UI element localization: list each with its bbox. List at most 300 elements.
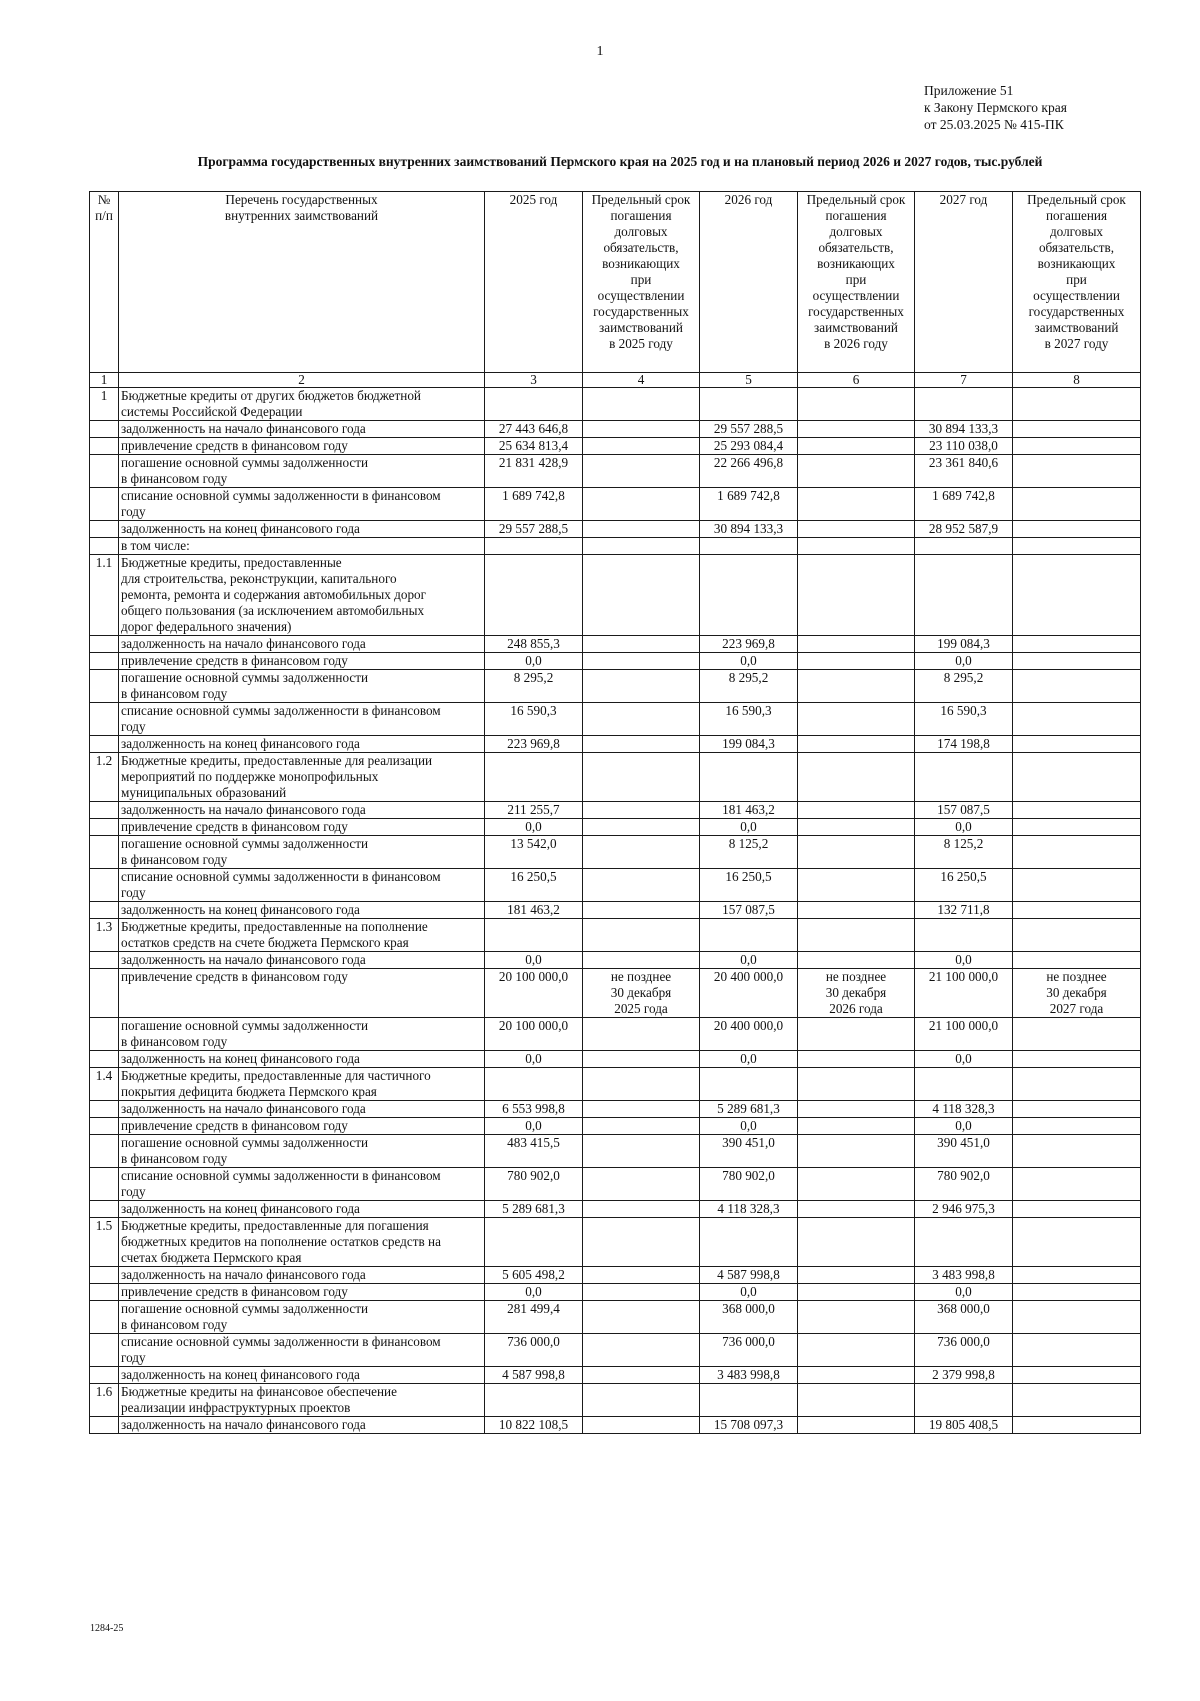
value-2025: 5 605 498,2 xyxy=(485,1267,583,1284)
row-number xyxy=(90,521,119,538)
term-2025 xyxy=(583,488,700,521)
value-2026: 390 451,0 xyxy=(700,1135,798,1168)
term-2025 xyxy=(583,438,700,455)
value-2027: 0,0 xyxy=(915,653,1013,670)
term-2025 xyxy=(583,555,700,636)
term-2025 xyxy=(583,1267,700,1284)
value-2026: 181 463,2 xyxy=(700,802,798,819)
term-2025 xyxy=(583,802,700,819)
value-2027 xyxy=(915,919,1013,952)
term-2027 xyxy=(1013,1417,1141,1434)
value-2027: 157 087,5 xyxy=(915,802,1013,819)
value-2026: 368 000,0 xyxy=(700,1301,798,1334)
term-2026 xyxy=(798,1367,915,1384)
row-number xyxy=(90,952,119,969)
value-2027: 2 946 975,3 xyxy=(915,1201,1013,1218)
page-number: 1 xyxy=(596,44,604,59)
row-name: привлечение средств в финансовом году xyxy=(119,1118,485,1135)
table-row xyxy=(90,1267,1141,1284)
term-2027 xyxy=(1013,421,1141,438)
term-2026 xyxy=(798,636,915,653)
term-2027 xyxy=(1013,1284,1141,1301)
value-2025: 1 689 742,8 xyxy=(485,488,583,521)
row-number xyxy=(90,438,119,455)
term-2027 xyxy=(1013,488,1141,521)
value-2027: 0,0 xyxy=(915,952,1013,969)
value-2026 xyxy=(700,1218,798,1267)
row-name: погашение основной суммы задолженности в финансовом году xyxy=(119,1018,485,1051)
value-2027: 199 084,3 xyxy=(915,636,1013,653)
term-2025 xyxy=(583,1301,700,1334)
row-number xyxy=(90,1118,119,1135)
term-2025 xyxy=(583,653,700,670)
row-name: задолженность на начало финансового года xyxy=(119,1267,485,1284)
row-name: задолженность на конец финансового года xyxy=(119,1051,485,1068)
term-2025 xyxy=(583,670,700,703)
appendix-line: от 25.03.2025 № 415-ПК xyxy=(924,117,1064,132)
value-2026: 780 902,0 xyxy=(700,1168,798,1201)
value-2027: 2 379 998,8 xyxy=(915,1367,1013,1384)
value-2025: 8 295,2 xyxy=(485,670,583,703)
row-name: списание основной суммы задолженности в финансовом году xyxy=(119,1334,485,1367)
term-2027 xyxy=(1013,1367,1141,1384)
row-name: списание основной суммы задолженности в финансовом году xyxy=(119,703,485,736)
value-2027: 8 295,2 xyxy=(915,670,1013,703)
row-name: задолженность на начало финансового года xyxy=(119,1417,485,1434)
value-2027: 0,0 xyxy=(915,1118,1013,1135)
value-2027 xyxy=(915,538,1013,555)
term-2027 xyxy=(1013,1384,1141,1417)
column-number: 8 xyxy=(1013,373,1141,388)
value-2026: 0,0 xyxy=(700,952,798,969)
value-2025 xyxy=(485,388,583,421)
term-2027 xyxy=(1013,1118,1141,1135)
row-name: погашение основной суммы задолженности в финансовом году xyxy=(119,1135,485,1168)
value-2027: 736 000,0 xyxy=(915,1334,1013,1367)
value-2027: 23 361 840,6 xyxy=(915,455,1013,488)
column-number: 3 xyxy=(485,373,583,388)
value-2025: 13 542,0 xyxy=(485,836,583,869)
table-row xyxy=(90,1201,1141,1218)
term-2027 xyxy=(1013,1201,1141,1218)
term-2026 xyxy=(798,1135,915,1168)
row-number xyxy=(90,819,119,836)
term-2025 xyxy=(583,538,700,555)
value-2025: 211 255,7 xyxy=(485,802,583,819)
table-row xyxy=(90,902,1141,919)
value-2026: 736 000,0 xyxy=(700,1334,798,1367)
term-2026 xyxy=(798,555,915,636)
term-2027 xyxy=(1013,836,1141,869)
value-2027: 16 250,5 xyxy=(915,869,1013,902)
term-2025 xyxy=(583,1334,700,1367)
table-row xyxy=(90,636,1141,653)
value-2026 xyxy=(700,1384,798,1417)
table-row xyxy=(90,969,1141,1018)
value-2026: 16 250,5 xyxy=(700,869,798,902)
value-2027: 3 483 998,8 xyxy=(915,1267,1013,1284)
row-number: 1.2 xyxy=(90,753,119,802)
row-name: задолженность на конец финансового года xyxy=(119,1201,485,1218)
row-name: погашение основной суммы задолженности в финансовом году xyxy=(119,670,485,703)
term-2026 xyxy=(798,521,915,538)
term-2026 xyxy=(798,538,915,555)
value-2026: 25 293 084,4 xyxy=(700,438,798,455)
row-number: 1 xyxy=(90,388,119,421)
term-2025 xyxy=(583,636,700,653)
term-2027 xyxy=(1013,736,1141,753)
term-2027 xyxy=(1013,1301,1141,1334)
term-2027 xyxy=(1013,1068,1141,1101)
value-2025: 0,0 xyxy=(485,952,583,969)
row-number: 1.3 xyxy=(90,919,119,952)
term-2027 xyxy=(1013,753,1141,802)
table-row xyxy=(90,869,1141,902)
value-2027: 132 711,8 xyxy=(915,902,1013,919)
term-2026 xyxy=(798,952,915,969)
term-2025 xyxy=(583,869,700,902)
row-number xyxy=(90,538,119,555)
term-2025 xyxy=(583,919,700,952)
term-2025 xyxy=(583,1384,700,1417)
value-2027: 780 902,0 xyxy=(915,1168,1013,1201)
row-number xyxy=(90,969,119,1018)
row-number xyxy=(90,1101,119,1118)
column-number: 4 xyxy=(583,373,700,388)
header-term-2026: Предельный срок погашения долговых обязательств, возникающих при осуществлении государственных заимствований в 2026 году xyxy=(798,192,915,373)
term-2027 xyxy=(1013,1135,1141,1168)
row-name: задолженность на начало финансового года xyxy=(119,636,485,653)
table-row xyxy=(90,521,1141,538)
header-borrowing-list: Перечень государственных внутренних заимствований xyxy=(119,192,485,373)
appendix-line: к Закону Пермского края xyxy=(924,100,1067,115)
row-name: Бюджетные кредиты, предоставленные для строительства, реконструкции, капитального ремонта, ремонта и содержания автомобильных дорог общего пользования (за исключением автомобильных дорог федерального значения) xyxy=(119,555,485,636)
term-2026 xyxy=(798,736,915,753)
term-2026 xyxy=(798,802,915,819)
term-2025 xyxy=(583,753,700,802)
value-2026: 29 557 288,5 xyxy=(700,421,798,438)
term-2026: не позднее 30 декабря 2026 года xyxy=(798,969,915,1018)
term-2025: не позднее 30 декабря 2025 года xyxy=(583,969,700,1018)
table-row xyxy=(90,919,1141,952)
value-2027: 21 100 000,0 xyxy=(915,969,1013,1018)
value-2026: 5 289 681,3 xyxy=(700,1101,798,1118)
value-2027: 16 590,3 xyxy=(915,703,1013,736)
row-number xyxy=(90,1168,119,1201)
value-2025: 0,0 xyxy=(485,653,583,670)
table-row xyxy=(90,1417,1141,1434)
value-2025 xyxy=(485,1218,583,1267)
row-number xyxy=(90,653,119,670)
term-2027 xyxy=(1013,919,1141,952)
term-2025 xyxy=(583,1284,700,1301)
term-2026 xyxy=(798,1284,915,1301)
borrowings-table xyxy=(89,191,1141,1434)
header-term-2025: Предельный срок погашения долговых обязательств, возникающих при осуществлении государственных заимствований в 2025 году xyxy=(583,192,700,373)
value-2026: 22 266 496,8 xyxy=(700,455,798,488)
row-name: в том числе: xyxy=(119,538,485,555)
term-2027 xyxy=(1013,538,1141,555)
row-number xyxy=(90,636,119,653)
value-2026: 0,0 xyxy=(700,653,798,670)
column-number: 2 xyxy=(119,373,485,388)
term-2026 xyxy=(798,670,915,703)
value-2025: 248 855,3 xyxy=(485,636,583,653)
table-row xyxy=(90,1384,1141,1417)
term-2025 xyxy=(583,736,700,753)
term-2027 xyxy=(1013,521,1141,538)
table-row xyxy=(90,736,1141,753)
term-2025 xyxy=(583,1417,700,1434)
term-2027 xyxy=(1013,902,1141,919)
row-number xyxy=(90,1284,119,1301)
row-name: привлечение средств в финансовом году xyxy=(119,969,485,1018)
term-2026 xyxy=(798,836,915,869)
value-2025: 16 590,3 xyxy=(485,703,583,736)
table-row xyxy=(90,555,1141,636)
value-2025: 6 553 998,8 xyxy=(485,1101,583,1118)
value-2025: 25 634 813,4 xyxy=(485,438,583,455)
table-row xyxy=(90,388,1141,421)
value-2026: 0,0 xyxy=(700,1051,798,1068)
value-2026: 223 969,8 xyxy=(700,636,798,653)
value-2025: 16 250,5 xyxy=(485,869,583,902)
term-2026 xyxy=(798,902,915,919)
row-number xyxy=(90,1135,119,1168)
value-2025: 0,0 xyxy=(485,1051,583,1068)
term-2026 xyxy=(798,1051,915,1068)
term-2025 xyxy=(583,521,700,538)
term-2025 xyxy=(583,1168,700,1201)
term-2027 xyxy=(1013,1018,1141,1051)
term-2027 xyxy=(1013,670,1141,703)
term-2027 xyxy=(1013,1334,1141,1367)
row-number xyxy=(90,1301,119,1334)
value-2026: 4 118 328,3 xyxy=(700,1201,798,1218)
value-2026: 4 587 998,8 xyxy=(700,1267,798,1284)
term-2026 xyxy=(798,753,915,802)
row-name: задолженность на конец финансового года xyxy=(119,1367,485,1384)
term-2027 xyxy=(1013,653,1141,670)
row-number: 1.4 xyxy=(90,1068,119,1101)
term-2025 xyxy=(583,1068,700,1101)
table-row xyxy=(90,488,1141,521)
row-number: 1.6 xyxy=(90,1384,119,1417)
row-number xyxy=(90,421,119,438)
row-name: привлечение средств в финансовом году xyxy=(119,438,485,455)
term-2026 xyxy=(798,1201,915,1218)
table-row xyxy=(90,670,1141,703)
term-2025 xyxy=(583,421,700,438)
header-year-2026: 2026 год xyxy=(700,192,798,373)
value-2025: 736 000,0 xyxy=(485,1334,583,1367)
row-name: Бюджетные кредиты, предоставленные для реализации мероприятий по поддержке монопрофильных муниципальных образований xyxy=(119,753,485,802)
table-row xyxy=(90,952,1141,969)
value-2027 xyxy=(915,1068,1013,1101)
row-name: задолженность на конец финансового года xyxy=(119,521,485,538)
value-2026: 199 084,3 xyxy=(700,736,798,753)
term-2027 xyxy=(1013,555,1141,636)
table-row xyxy=(90,819,1141,836)
row-name: списание основной суммы задолженности в финансовом году xyxy=(119,1168,485,1201)
value-2027: 19 805 408,5 xyxy=(915,1417,1013,1434)
header-year-2025: 2025 год xyxy=(485,192,583,373)
row-name: задолженность на конец финансового года xyxy=(119,736,485,753)
term-2025 xyxy=(583,703,700,736)
term-2026 xyxy=(798,1118,915,1135)
row-name: списание основной суммы задолженности в финансовом году xyxy=(119,488,485,521)
term-2025 xyxy=(583,1135,700,1168)
term-2025 xyxy=(583,455,700,488)
value-2025: 483 415,5 xyxy=(485,1135,583,1168)
table-row xyxy=(90,653,1141,670)
term-2027 xyxy=(1013,802,1141,819)
row-number xyxy=(90,1018,119,1051)
table-row xyxy=(90,703,1141,736)
value-2026: 15 708 097,3 xyxy=(700,1417,798,1434)
term-2027 xyxy=(1013,1101,1141,1118)
term-2026 xyxy=(798,438,915,455)
row-number: 1.1 xyxy=(90,555,119,636)
appendix-reference xyxy=(924,82,1067,133)
column-number-row xyxy=(90,373,1141,388)
value-2025: 0,0 xyxy=(485,819,583,836)
term-2026 xyxy=(798,703,915,736)
value-2025: 21 831 428,9 xyxy=(485,455,583,488)
value-2026 xyxy=(700,753,798,802)
row-name: Бюджетные кредиты на финансовое обеспечение реализации инфраструктурных проектов xyxy=(119,1384,485,1417)
value-2027: 30 894 133,3 xyxy=(915,421,1013,438)
term-2027 xyxy=(1013,1218,1141,1267)
term-2026 xyxy=(798,869,915,902)
value-2025: 780 902,0 xyxy=(485,1168,583,1201)
value-2026: 20 400 000,0 xyxy=(700,969,798,1018)
row-name: задолженность на начало финансового года xyxy=(119,802,485,819)
table-header-row xyxy=(90,192,1141,373)
row-number xyxy=(90,1267,119,1284)
row-number xyxy=(90,1334,119,1367)
value-2027: 4 118 328,3 xyxy=(915,1101,1013,1118)
column-number: 1 xyxy=(90,373,119,388)
term-2027 xyxy=(1013,819,1141,836)
value-2025: 20 100 000,0 xyxy=(485,1018,583,1051)
value-2027 xyxy=(915,388,1013,421)
row-number xyxy=(90,869,119,902)
table-row xyxy=(90,1018,1141,1051)
row-name: Бюджетные кредиты, предоставленные для погашения бюджетных кредитов на пополнение остатков средств на счетах бюджета Пермского края xyxy=(119,1218,485,1267)
value-2026: 8 295,2 xyxy=(700,670,798,703)
term-2026 xyxy=(798,1417,915,1434)
row-number xyxy=(90,1367,119,1384)
row-number xyxy=(90,670,119,703)
value-2025 xyxy=(485,919,583,952)
table-row xyxy=(90,1118,1141,1135)
table-row xyxy=(90,421,1141,438)
header-number: № п/п xyxy=(90,192,119,373)
row-number xyxy=(90,902,119,919)
table-row xyxy=(90,1168,1141,1201)
value-2026: 1 689 742,8 xyxy=(700,488,798,521)
row-number xyxy=(90,802,119,819)
value-2025: 4 587 998,8 xyxy=(485,1367,583,1384)
term-2027 xyxy=(1013,1051,1141,1068)
term-2026 xyxy=(798,819,915,836)
value-2027: 0,0 xyxy=(915,1284,1013,1301)
value-2027 xyxy=(915,1218,1013,1267)
row-number xyxy=(90,1051,119,1068)
value-2025: 5 289 681,3 xyxy=(485,1201,583,1218)
row-number xyxy=(90,488,119,521)
value-2025: 0,0 xyxy=(485,1118,583,1135)
table-row xyxy=(90,1135,1141,1168)
value-2027: 8 125,2 xyxy=(915,836,1013,869)
term-2026 xyxy=(798,455,915,488)
column-number: 5 xyxy=(700,373,798,388)
term-2025 xyxy=(583,819,700,836)
value-2026 xyxy=(700,1068,798,1101)
value-2025 xyxy=(485,538,583,555)
column-number: 7 xyxy=(915,373,1013,388)
value-2026: 3 483 998,8 xyxy=(700,1367,798,1384)
table-row xyxy=(90,836,1141,869)
value-2025 xyxy=(485,753,583,802)
term-2025 xyxy=(583,1218,700,1267)
term-2026 xyxy=(798,1168,915,1201)
term-2025 xyxy=(583,1051,700,1068)
value-2025: 27 443 646,8 xyxy=(485,421,583,438)
value-2025: 223 969,8 xyxy=(485,736,583,753)
row-number xyxy=(90,703,119,736)
row-number xyxy=(90,836,119,869)
value-2027: 21 100 000,0 xyxy=(915,1018,1013,1051)
value-2026: 0,0 xyxy=(700,1284,798,1301)
row-name: погашение основной суммы задолженности в финансовом году xyxy=(119,455,485,488)
value-2026: 20 400 000,0 xyxy=(700,1018,798,1051)
term-2026 xyxy=(798,421,915,438)
value-2025 xyxy=(485,1068,583,1101)
value-2025: 29 557 288,5 xyxy=(485,521,583,538)
term-2026 xyxy=(798,1301,915,1334)
term-2026 xyxy=(798,1384,915,1417)
row-number xyxy=(90,736,119,753)
table-row xyxy=(90,1284,1141,1301)
document-title: Программа государственных внутренних заимствований Пермского края на 2025 год и на плановый период 2026 и 2027 годов, тыс.рублей xyxy=(197,154,1043,169)
row-number xyxy=(90,455,119,488)
value-2027: 368 000,0 xyxy=(915,1301,1013,1334)
value-2026 xyxy=(700,538,798,555)
value-2027: 390 451,0 xyxy=(915,1135,1013,1168)
value-2027 xyxy=(915,1384,1013,1417)
value-2025: 281 499,4 xyxy=(485,1301,583,1334)
term-2026 xyxy=(798,488,915,521)
header-year-2027: 2027 год xyxy=(915,192,1013,373)
term-2027 xyxy=(1013,869,1141,902)
row-name: задолженность на начало финансового года xyxy=(119,952,485,969)
row-name: привлечение средств в финансовом году xyxy=(119,653,485,670)
term-2026 xyxy=(798,919,915,952)
term-2026 xyxy=(798,1101,915,1118)
term-2026 xyxy=(798,653,915,670)
term-2027 xyxy=(1013,388,1141,421)
term-2027: не позднее 30 декабря 2027 года xyxy=(1013,969,1141,1018)
term-2027 xyxy=(1013,1267,1141,1284)
term-2026 xyxy=(798,1018,915,1051)
header-term-2027: Предельный срок погашения долговых обязательств, возникающих при осуществлении государственных заимствований в 2027 году xyxy=(1013,192,1141,373)
table-row xyxy=(90,1301,1141,1334)
term-2025 xyxy=(583,388,700,421)
term-2027 xyxy=(1013,438,1141,455)
table-row xyxy=(90,1367,1141,1384)
